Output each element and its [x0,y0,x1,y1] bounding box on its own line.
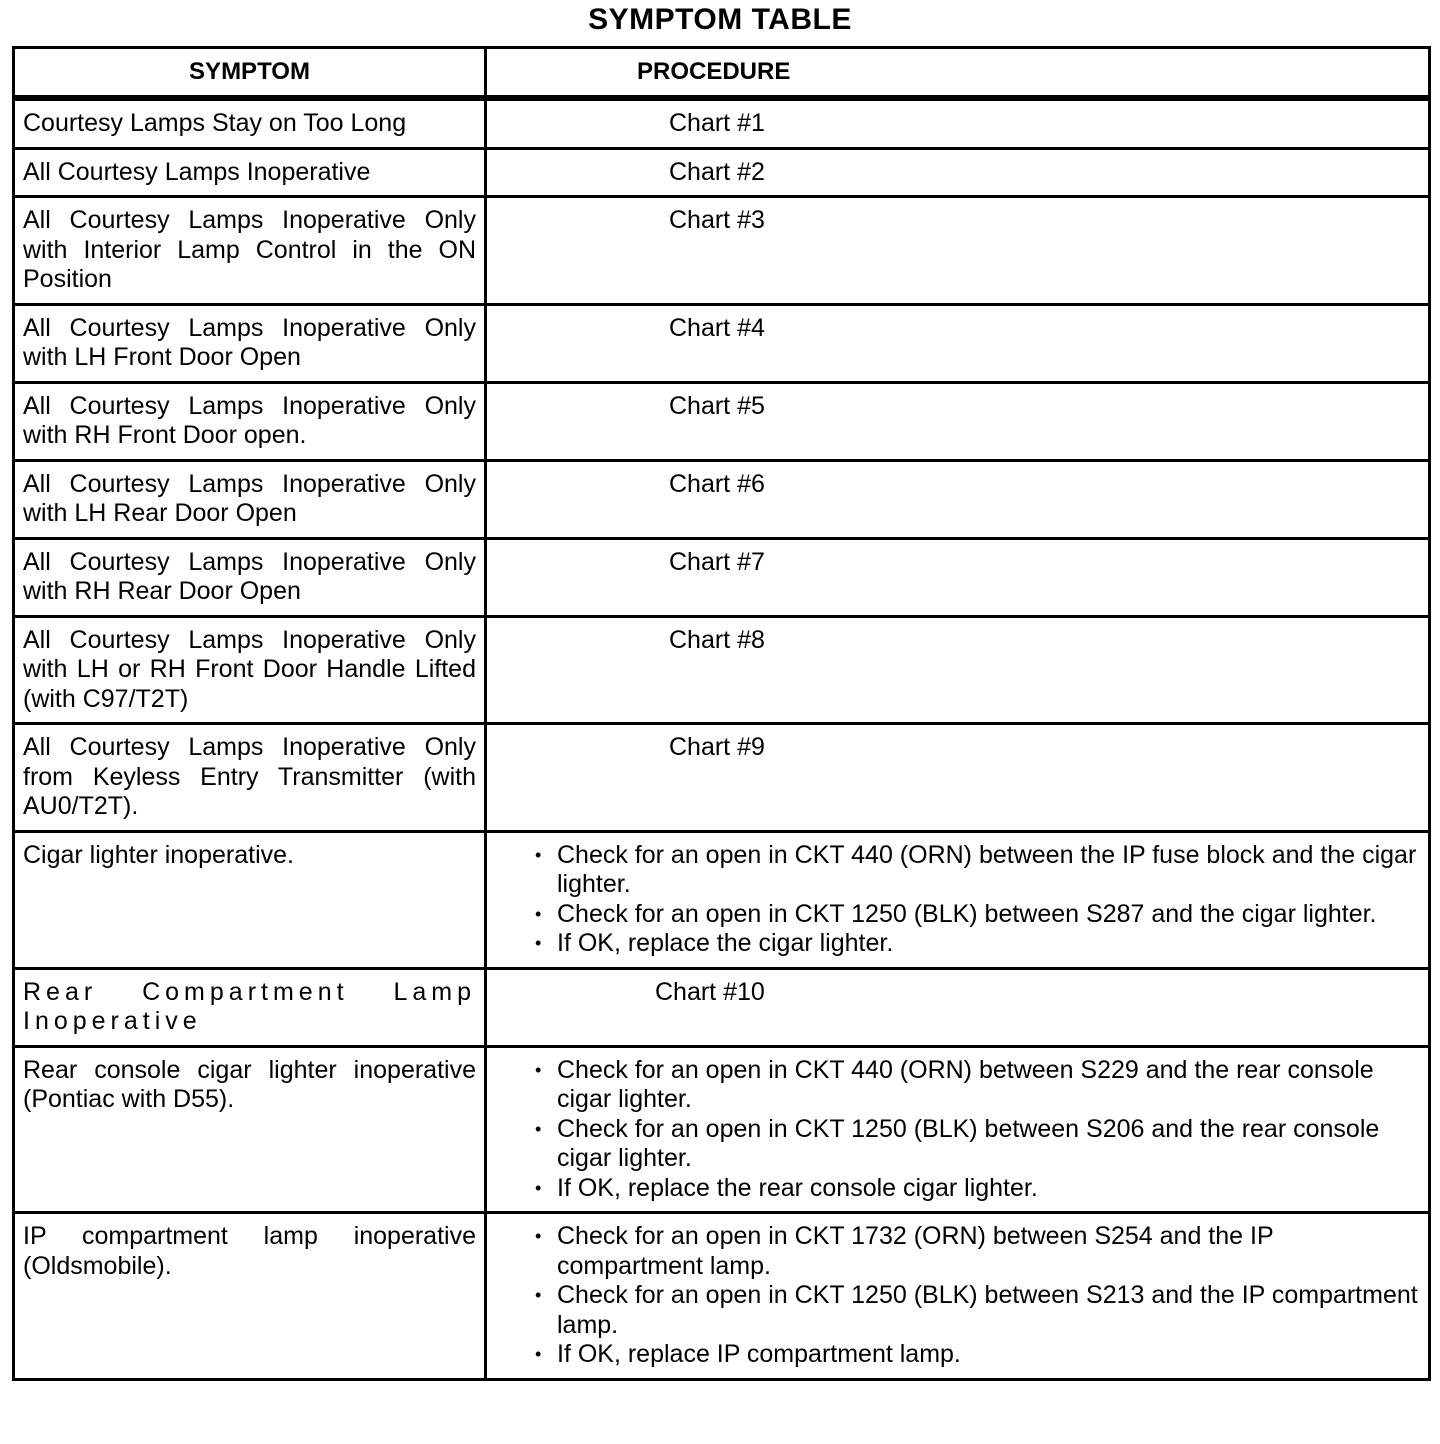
procedure-cell: Chart #4 [486,304,1430,382]
procedure-cell: Chart #2 [486,148,1430,197]
table-row [14,831,1430,968]
symptom-cell: Cigar lighter inoperative. [14,831,486,968]
symptom-cell: All Courtesy Lamps Inoperative Only with LH or RH Front Door Handle Lifted (with C97/T2T) [14,616,486,724]
table-row [14,1213,1430,1380]
table-row [14,197,1430,305]
symptom-cell: All Courtesy Lamps Inoperative Only with LH Front Door Open [14,304,486,382]
table-row [14,616,1430,724]
procedure-step: • If OK, replace the rear console cigar lighter. [557,1174,1420,1204]
symptom-cell: All Courtesy Lamps Inoperative Only with RH Front Door open. [14,382,486,460]
procedure-step: • If OK, replace IP compartment lamp. [557,1340,1420,1370]
symptom-cell: IP compartment lamp inoperative (Oldsmobile). [14,1213,486,1380]
table-row [14,98,1430,148]
table-row [14,382,1430,460]
procedure-cell: Chart #5 [486,382,1430,460]
procedure-step: • Check for an open in CKT 440 (ORN) between the IP fuse block and the cigar lighter. [557,841,1420,900]
table-row [14,1046,1430,1213]
procedure-steps [495,1056,1420,1204]
procedure-cell: Chart #8 [486,616,1430,724]
symptom-cell: All Courtesy Lamps Inoperative Only with Interior Lamp Control in the ON Position [14,197,486,305]
symptom-cell: All Courtesy Lamps Inoperative Only with LH Rear Door Open [14,460,486,538]
table-header-row [14,48,1430,99]
table-row [14,304,1430,382]
table-row [14,968,1430,1046]
page-title: SYMPTOM TABLE [588,3,852,36]
table-row [14,460,1430,538]
procedure-step: • Check for an open in CKT 1250 (BLK) between S206 and the rear console cigar lighter. [557,1115,1420,1174]
symptom-table [12,46,1431,1381]
procedure-cell [486,1046,1430,1213]
table-row [14,724,1430,832]
procedure-cell: Chart #6 [486,460,1430,538]
symptom-cell: All Courtesy Lamps Inoperative Only from Keyless Entry Transmitter (with AU0/T2T). [14,724,486,832]
procedure-cell: Chart #1 [486,98,1430,148]
procedure-cell: Chart #7 [486,538,1430,616]
procedure-cell [486,831,1430,968]
table-row [14,148,1430,197]
table-row [14,538,1430,616]
procedure-steps [495,841,1420,959]
symptom-cell: Rear Compartment Lamp Inoperative [14,968,486,1046]
procedure-step: • Check for an open in CKT 1250 (BLK) between S287 and the cigar lighter. [557,900,1420,930]
column-header-symptom: SYMPTOM [14,48,486,99]
procedure-cell [486,1213,1430,1380]
procedure-cell: Chart #9 [486,724,1430,832]
procedure-steps [495,1222,1420,1370]
procedure-step: • If OK, replace the cigar lighter. [557,929,1420,959]
procedure-step: • Check for an open in CKT 1732 (ORN) between S254 and the IP compartment lamp. [557,1222,1420,1281]
procedure-cell: Chart #10 [486,968,1430,1046]
symptom-cell: Rear console cigar lighter inoperative (Pontiac with D55). [14,1046,486,1213]
procedure-step: • Check for an open in CKT 1250 (BLK) between S213 and the IP compartment lamp. [557,1281,1420,1340]
symptom-cell: All Courtesy Lamps Inoperative [14,148,486,197]
column-header-procedure: PROCEDURE [486,48,1430,99]
procedure-cell: Chart #3 [486,197,1430,305]
symptom-cell: Courtesy Lamps Stay on Too Long [14,98,486,148]
procedure-step: • Check for an open in CKT 440 (ORN) between S229 and the rear console cigar lighter. [557,1056,1420,1115]
symptom-cell: All Courtesy Lamps Inoperative Only with RH Rear Door Open [14,538,486,616]
